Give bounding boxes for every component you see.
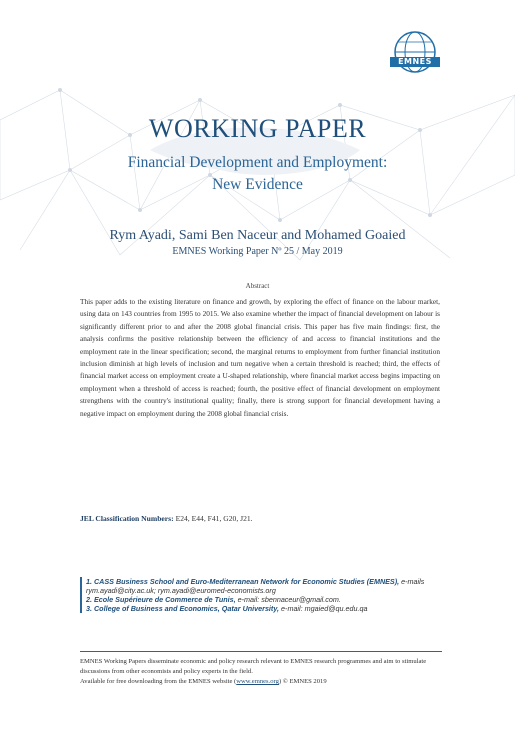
footnote-2-affiliation: 2. Ecole Supérieure de Commerce de Tunis, [86, 595, 236, 604]
subtitle-line-1: Financial Development and Employment: [127, 154, 388, 171]
footnote-3-affiliation: 3. College of Business and Economics, Qatar University, [86, 604, 280, 613]
footer-availability-prefix: Available for free downloading from the EMNES website ( [80, 678, 237, 685]
footer-divider [80, 651, 442, 652]
footnote-1-affiliation: 1. CASS Business School and Euro-Mediterranean Network for Economic Studies (EMNES), [86, 577, 400, 586]
jel-label: JEL Classification Numbers: [80, 514, 174, 523]
footnote-2 [86, 595, 446, 604]
emnes-website-link[interactable]: www.emnes.org [236, 678, 279, 685]
jel-codes: E24, E44, F41, G20, J21. [173, 514, 253, 523]
subtitle-line-2: New Evidence [212, 176, 303, 193]
footer-note [80, 657, 442, 687]
jel-classification [80, 514, 440, 523]
authors: Rym Ayadi, Sami Ben Naceur and Mohamed Goaied [109, 228, 406, 243]
abstract-label: Abstract [245, 282, 270, 290]
footnote-3 [86, 604, 446, 613]
abstract-text: This paper adds to the existing literature on finance and growth, by exploring the effect of finance on the labour market, using data on 143 countries from 1995 to 2015. We also examine whether the impact of financial development on labour is significantly different prior to and after the 2008 global financial crisis. This paper has five main findings: first, the analysis confirms the positive relationship between the efficiency of and access to financial institutions and the employment rate in the linear specification; second, the marginal returns to employment from further financial institution inclusion diminish at high levels of inclusion and turn negative when a certain threshold is reached; third, the effects of financial market access on employment create a U-shaped relationship, where financial market access begins impacting on employment when a threshold of access is reached; fourth, the positive effect of financial development on employment strengthens with the country's institutional quality; finally, there is strong support for financial development having a negative impact on employment during the 2008 global financial crisis. [80, 297, 440, 418]
footnote-1 [86, 577, 446, 595]
page-title: WORKING PAPER [148, 114, 367, 143]
footer-availability [80, 677, 442, 687]
footer-copyright: ) © EMNES 2019 [278, 678, 327, 685]
paper-subtitle [0, 152, 515, 196]
logo-label: EMNES [390, 57, 440, 67]
series-line: EMNES Working Paper Nº 25 / May 2019 [172, 246, 343, 257]
emnes-globe-logo [390, 30, 440, 80]
author-affiliations [80, 577, 446, 613]
footnote-1-email: e-mails rym.ayadi@city.ac.uk; rym.ayadi@euromed-economists.org [86, 577, 425, 595]
footnote-2-email: e-mail: sbennaceur@gmail.com. [235, 595, 341, 604]
footnote-3-email: e-mail: mgaied@qu.edu.qa [279, 604, 368, 613]
footer-description: EMNES Working Papers disseminate economic and policy research relevant to EMNES research programmes and aim to stimulate discussions from other economists and policy experts in the field. [80, 658, 427, 675]
